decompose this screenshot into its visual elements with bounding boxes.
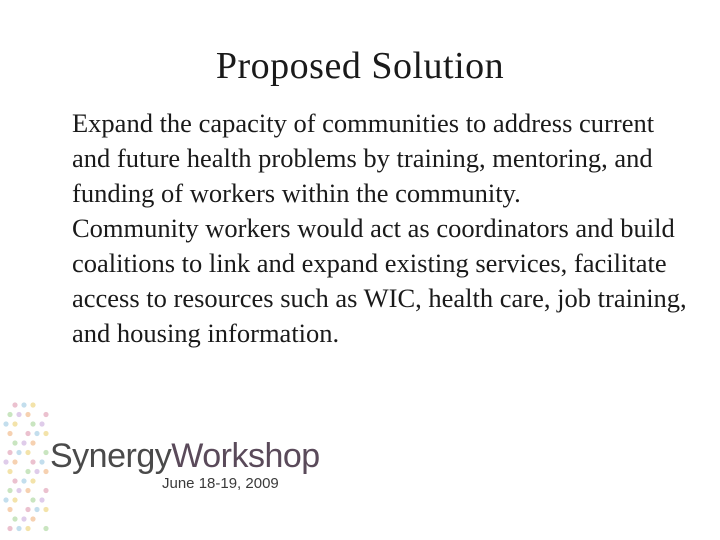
body-paragraph-1: Expand the capacity of communities to address current and future health problems by training, mentoring, and funding of workers within the community. bbox=[72, 108, 655, 208]
decorative-dot bbox=[16, 488, 21, 493]
decorative-dot bbox=[7, 526, 12, 531]
decorative-dot bbox=[25, 431, 30, 436]
body-paragraph-2: Community workers would act as coordinators and build coalitions to link and expand existing services, facilitate access to resources such as WIC, health care, job training, and housing information. bbox=[72, 213, 687, 348]
logo-word-workshop: Workshop bbox=[171, 437, 320, 475]
decorative-dot bbox=[7, 450, 12, 455]
decorative-dot bbox=[21, 478, 26, 483]
logo-date: June 18-19, 2009 bbox=[162, 475, 279, 492]
decorative-dot bbox=[30, 516, 35, 521]
decorative-dot bbox=[34, 507, 39, 512]
decorative-dot bbox=[34, 469, 39, 474]
slide-body bbox=[72, 106, 688, 351]
decorative-dot bbox=[12, 459, 17, 464]
decorative-dot bbox=[21, 516, 26, 521]
decorative-dot bbox=[25, 450, 30, 455]
decorative-dot bbox=[16, 526, 21, 531]
decorative-dot bbox=[43, 526, 48, 531]
decorative-dot bbox=[21, 440, 26, 445]
decorative-dot bbox=[21, 402, 26, 407]
decorative-dot bbox=[39, 459, 44, 464]
decorative-dot bbox=[12, 478, 17, 483]
decorative-dot bbox=[30, 497, 35, 502]
decorative-dot bbox=[34, 431, 39, 436]
decorative-dot bbox=[30, 440, 35, 445]
decorative-dot bbox=[7, 488, 12, 493]
decorative-dot bbox=[39, 497, 44, 502]
decorative-dot bbox=[3, 459, 8, 464]
synergy-workshop-logo bbox=[0, 395, 320, 540]
decorative-dot bbox=[12, 516, 17, 521]
decorative-dot bbox=[30, 459, 35, 464]
decorative-dot bbox=[39, 421, 44, 426]
decorative-dot bbox=[16, 412, 21, 417]
decorative-dot bbox=[30, 421, 35, 426]
logo-wordmark bbox=[50, 437, 320, 476]
decorative-dot bbox=[25, 526, 30, 531]
decorative-dot bbox=[7, 412, 12, 417]
decorative-dot bbox=[25, 507, 30, 512]
decorative-dot bbox=[43, 507, 48, 512]
decorative-dot bbox=[43, 469, 48, 474]
decorative-dot bbox=[7, 431, 12, 436]
decorative-dot bbox=[7, 469, 12, 474]
decorative-dot bbox=[3, 497, 8, 502]
decorative-dot bbox=[43, 431, 48, 436]
decorative-dot bbox=[12, 440, 17, 445]
decorative-dot bbox=[30, 402, 35, 407]
decorative-dot bbox=[12, 497, 17, 502]
decorative-dot bbox=[25, 488, 30, 493]
decorative-dot bbox=[30, 478, 35, 483]
decorative-dot bbox=[3, 421, 8, 426]
slide-title: Proposed Solution bbox=[215, 45, 505, 87]
decorative-dot bbox=[43, 450, 48, 455]
decorative-dot bbox=[25, 412, 30, 417]
logo-word-synergy: Synergy bbox=[50, 437, 172, 475]
decorative-dot bbox=[7, 507, 12, 512]
decorative-dot bbox=[12, 402, 17, 407]
decorative-dot bbox=[25, 469, 30, 474]
decorative-dot bbox=[43, 488, 48, 493]
decorative-dot bbox=[43, 412, 48, 417]
decorative-dot bbox=[16, 450, 21, 455]
decorative-dot bbox=[12, 421, 17, 426]
